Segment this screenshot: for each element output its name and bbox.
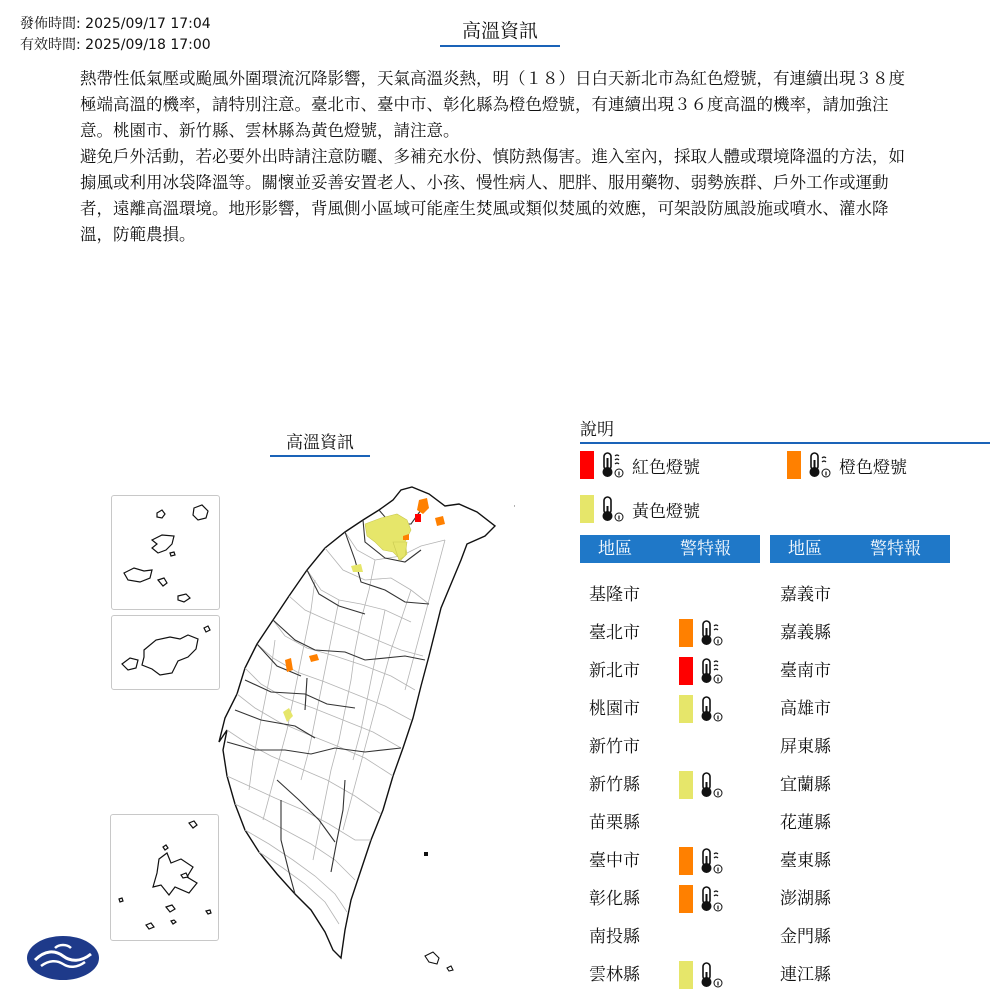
region-row	[780, 576, 950, 614]
orange-warning-swatch	[679, 885, 693, 913]
region-name: 高雄市	[780, 699, 831, 719]
region-name: 宜蘭縣	[780, 775, 831, 795]
valid-time: 有效時間: 2025/09/18 17:00	[20, 37, 211, 53]
region-name: 屏東縣	[780, 737, 831, 757]
region-name: 新竹市	[589, 737, 640, 757]
thermometer-icon	[697, 656, 727, 686]
region-row	[780, 614, 950, 652]
region-row	[589, 614, 759, 652]
inset-matsu	[111, 495, 220, 610]
legend-title: 說明	[580, 418, 990, 444]
region-name: 桃園市	[589, 699, 640, 719]
thermometer-icon	[805, 450, 835, 480]
red-swatch	[580, 451, 594, 479]
legend-orange-label: 橙色燈號	[839, 457, 907, 478]
region-row	[589, 842, 759, 880]
region-name: 新北市	[589, 661, 640, 681]
region-row	[780, 728, 950, 766]
region-row	[589, 880, 759, 918]
legend-orange	[787, 450, 907, 480]
issue-info	[20, 14, 211, 56]
region-row	[780, 804, 950, 842]
region-row	[589, 956, 759, 994]
yellow-swatch	[580, 495, 594, 523]
thermometer-icon	[697, 884, 727, 914]
cwa-logo-icon	[27, 936, 99, 980]
legend-red-label: 紅色燈號	[632, 457, 700, 478]
taiwan-map	[215, 480, 515, 990]
region-name: 嘉義市	[780, 585, 831, 605]
region-row	[780, 918, 950, 956]
header-warning: 警特報	[870, 539, 921, 559]
table-header-right	[770, 535, 950, 563]
region-list-right	[780, 576, 950, 994]
yellow-warning-swatch	[679, 961, 693, 989]
region-name: 花蓮縣	[780, 813, 831, 833]
region-row	[589, 652, 759, 690]
region-name: 澎湖縣	[780, 889, 831, 909]
region-name: 雲林縣	[589, 965, 640, 985]
yellow-warning-swatch	[679, 771, 693, 799]
orange-warning-swatch	[679, 847, 693, 875]
region-row	[780, 880, 950, 918]
region-list-left	[589, 576, 759, 994]
legend-yellow-label: 黃色燈號	[632, 501, 700, 522]
yellow-warning-swatch	[679, 695, 693, 723]
description-paragraph-1: 熱帶性低氣壓或颱風外圍環流沉降影響，天氣高溫炎熱，明（１８）日白天新北市為紅色燈號，有連續出現３８度極端高溫的機率，請特別注意。臺北市、臺中市、彰化縣為橙色燈號，有連續出現３６度高溫的機率，請加強注意。桃園市、新竹縣、雲林縣為黃色燈號，請注意。	[80, 69, 905, 140]
legend-yellow	[580, 494, 700, 524]
page-title: 高溫資訊	[440, 18, 560, 47]
region-row	[780, 690, 950, 728]
region-name: 新竹縣	[589, 775, 640, 795]
region-name: 連江縣	[780, 965, 831, 985]
thermometer-icon	[697, 618, 727, 648]
kinmen-islands	[112, 616, 219, 689]
region-row	[589, 728, 759, 766]
orange-swatch	[787, 451, 801, 479]
description	[80, 66, 920, 248]
inset-penghu	[110, 814, 219, 941]
red-area-newtaipei	[415, 514, 421, 522]
penghu-islands	[111, 815, 218, 940]
thermometer-icon	[598, 450, 628, 480]
region-name: 臺南市	[780, 661, 831, 681]
legend-red	[580, 450, 700, 480]
region-name: 臺北市	[589, 623, 640, 643]
region-name: 苗栗縣	[589, 813, 640, 833]
thermometer-icon	[697, 694, 727, 724]
inset-kinmen	[111, 615, 220, 690]
region-name: 基隆市	[589, 585, 640, 605]
issued-time: 發佈時間: 2025/09/17 17:04	[20, 16, 211, 32]
matsu-islands	[112, 496, 219, 609]
region-row	[589, 690, 759, 728]
region-row	[780, 652, 950, 690]
region-row	[589, 804, 759, 842]
region-name: 臺東縣	[780, 851, 831, 871]
region-row	[780, 766, 950, 804]
region-row	[780, 956, 950, 994]
thermometer-icon	[697, 846, 727, 876]
region-name: 臺中市	[589, 851, 640, 871]
header-warning: 警特報	[680, 539, 731, 559]
region-name: 彰化縣	[589, 889, 640, 909]
thermometer-icon	[598, 494, 628, 524]
region-name: 金門縣	[780, 927, 831, 947]
region-name: 南投縣	[589, 927, 640, 947]
region-row	[589, 766, 759, 804]
description-paragraph-2: 避免戶外活動，若必要外出時請注意防曬、多補充水份、慎防熱傷害。進入室內，採取人體或環境降溫的方法，如搧風或利用冰袋降溫等。關懷並妥善安置老人、小孩、慢性病人、肥胖、服用藥物、弱勢族群、戶外工作或運動者，遠離高溫環境。地形影響，背風側小區域可能產生焚風或類似焚風的效應，可架設防風設施或噴水、灌水降溫，防範農損。	[80, 147, 905, 244]
thermometer-icon	[697, 770, 727, 800]
region-row	[780, 842, 950, 880]
orange-warning-swatch	[679, 619, 693, 647]
map-title: 高溫資訊	[270, 431, 370, 457]
region-row	[589, 918, 759, 956]
thermometer-icon	[697, 960, 727, 990]
header-region: 地區	[788, 539, 822, 559]
header-region: 地區	[598, 539, 632, 559]
red-warning-swatch	[679, 657, 693, 685]
region-name: 嘉義縣	[780, 623, 831, 643]
table-header-left	[580, 535, 760, 563]
region-row	[589, 576, 759, 614]
